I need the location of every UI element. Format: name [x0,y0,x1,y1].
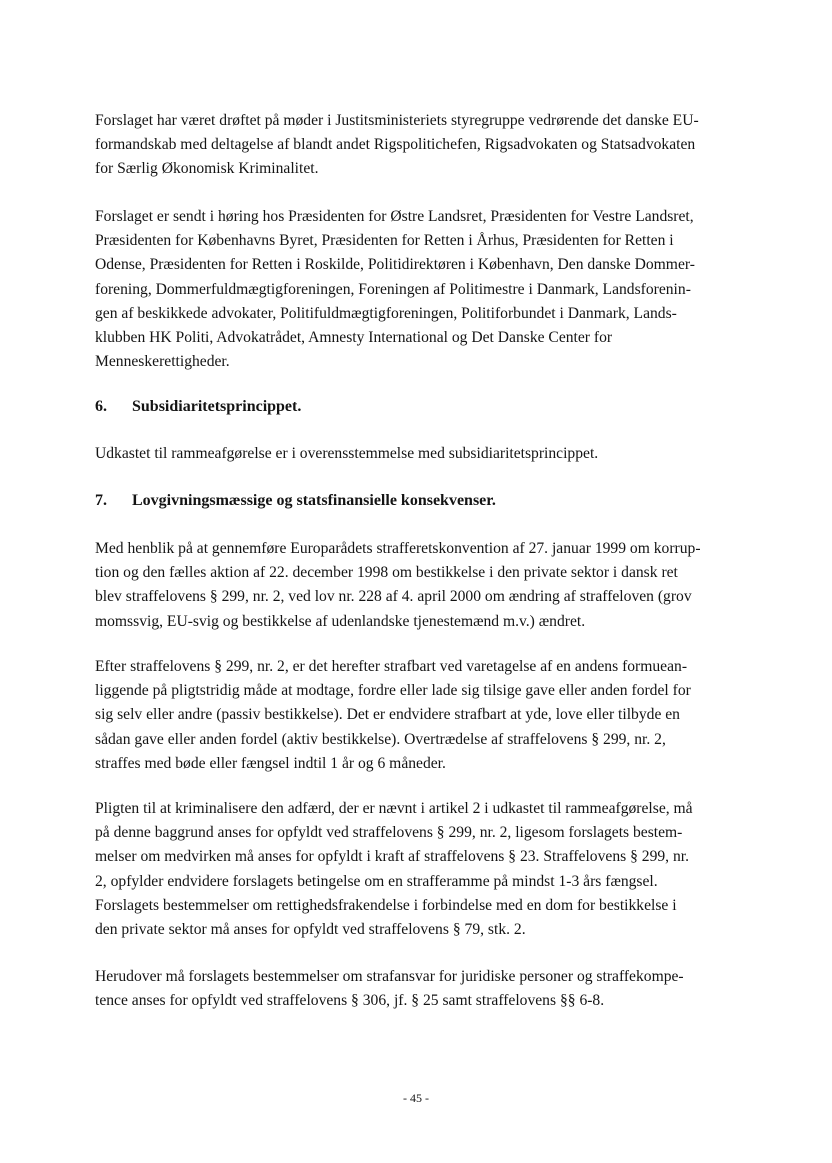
paragraph-criminalisation-obligation [95,797,755,942]
section-heading-6 [95,396,301,418]
text-line: Efter straffelovens § 299, nr. 2, er det herefter strafbart ved varetagelse af en andens formuean- [95,658,688,675]
paragraph-convention-implementation [95,537,755,634]
text-line: Med henblik på at gennemføre Europarådets strafferetskonvention af 27. januar 1999 om korrup- [95,540,701,557]
text-line: melser om medvirken må anses for opfyldt i kraft af straffelovens § 23. Straffelovens § 299, nr. [95,848,690,866]
text-line: den private sektor må anses for opfyldt ved straffelovens § 79, stk. 2. [95,921,526,939]
page-number: - 45 - [403,1091,429,1105]
text-line: tion og den fælles aktion af 22. december 1998 om bestikkelse i den private sektor i dansk ret [95,564,678,582]
text-line: gen af beskikkede advokater, Politifuldmægtigforeningen, Politiforbundet i Danmark, Lands- [95,304,677,322]
text-line: formandskab med deltagelse af blandt andet Rigspolitichefen, Rigsadvokaten og Statsadvokaten [95,136,696,154]
section-title: Subsidiaritetsprincippet. [132,398,302,415]
section-number: 6. [95,398,107,415]
paragraph-consultation-steering-group [95,109,755,182]
text-line: klubben HK Politi, Advokatrådet, Amnesty International og Det Danske Center for [95,329,613,347]
paragraph-subsidiarity [95,442,755,466]
text-line: straffes med bøde eller fængsel indtil 1 år og 6 måneder. [95,754,446,772]
text-line: Pligten til at kriminalisere den adfærd, der er nævnt i artikel 2 i udkastet til rammeafgørelse, må [95,800,693,817]
paragraph-penal-code-299 [95,655,755,776]
text-line: liggende på pligtstridig måde at modtage, fordre eller lade sig tilsige gave eller anden fordel for [95,682,691,700]
section-title: Lovgivningsmæssige og statsfinansielle konsekvenser. [132,492,496,509]
text-line: sig selv eller andre (passiv bestikkelse). Det er endvidere strafbart at yde, love eller tilbyde en [95,706,680,724]
section-heading-7 [95,490,496,512]
text-line: Menneskerettigheder. [95,353,230,371]
text-line: 2, opfylder endvidere forslagets betingelse om en strafferamme på mindst 1-3 års fængsel. [95,872,658,890]
text-line: for Særlig Økonomisk Kriminalitet. [95,160,319,178]
text-line: Forslaget er sendt i høring hos Præsidenten for Østre Landsret, Præsidenten for Vestre Landsret, [95,208,694,225]
section-number: 7. [95,492,107,509]
text-line: på denne baggrund anses for opfyldt ved straffelovens § 299, nr. 2, ligesom forslagets bestem- [95,824,683,842]
paragraph-hearing-parties [95,205,755,374]
text-line: forening, Dommerfuldmægtigforeningen, Foreningen af Politimestre i Danmark, Landsforenin- [95,280,691,298]
text-line: Forslaget har været drøftet på møder i Justitsministeriets styregruppe vedrørende det danske EU- [95,112,699,129]
text-line: momssvig, EU-svig og bestikkelse af udenlandske tjenestemænd m.v.) ændret. [95,612,586,630]
text-line: Forslagets bestemmelser om rettighedsfrakendelse i forbindelse med en dom for bestikkelse i [95,896,677,914]
text-line: Herudover må forslagets bestemmelser om strafansvar for juridiske personer og straffekompe- [95,968,684,985]
paragraph-legal-persons-liability [95,965,755,1013]
text-line: Udkastet til rammeafgørelse er i overensstemmelse med subsidiaritetsprincippet. [95,445,599,462]
text-line: sådan gave eller anden fordel (aktiv bestikkelse). Overtrædelse af straffelovens § 299, nr. 2, [95,730,666,748]
text-line: blev straffelovens § 299, nr. 2, ved lov nr. 228 af 4. april 2000 om ændring af straffeloven (grov [95,588,692,606]
text-line: Odense, Præsidenten for Retten i Roskilde, Politidirektøren i København, Den danske Dommer- [95,256,695,274]
text-line: Præsidenten for Københavns Byret, Præsidenten for Retten i Århus, Præsidenten for Retten i [95,232,674,250]
text-line: tence anses for opfyldt ved straffelovens § 306, jf. § 25 samt straffelovens §§ 6-8. [95,992,605,1010]
